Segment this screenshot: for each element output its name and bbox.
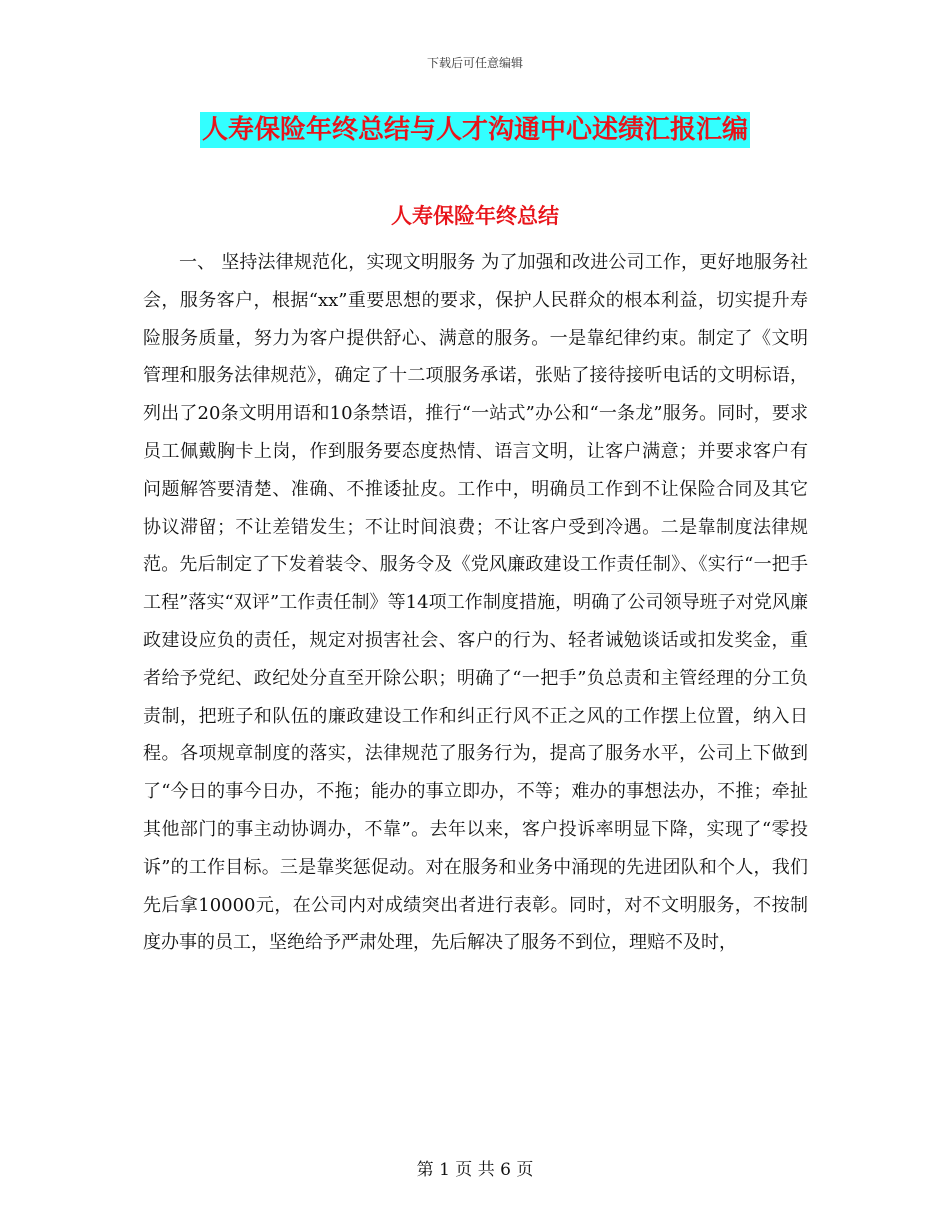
- document-title: 人寿保险年终总结与人才沟通中心述绩汇报汇编: [200, 112, 750, 148]
- header-note: 下载后可任意编辑: [426, 56, 523, 70]
- section-title: 人寿保险年终总结: [391, 203, 559, 228]
- body-paragraph: 一、 坚持法律规范化，实现文明服务 为了加强和改进公司工作，更好地服务社会，服务客户，根据“xx”重要思想的要求，保护人民群众的根本利益，切实提升寿险服务质量，努力为客户提供舒心、满意的服务。一是靠纪律约束。制定了《文明管理和服务法律规范》，确定了十二项服务承诺，张贴了接待接听电话的文明标语，列出了20条文明用语和10条禁语，推行“一站式”办公和“一条龙”服务。同时，要求员工佩戴胸卡上岗，作到服务要态度热情、语言文明，让客户满意；并要求客户有问题解答要清楚、准确、不推诿扯皮。工作中，明确员工作到不让保险合同及其它协议滞留；不让差错发生；不让时间浪费；不让客户受到冷遇。二是靠制度法律规范。先后制定了下发着装令、服务令及《党风廉政建设工作责任制》、《实行“一把手工程”落实“双评”工作责任制》等14项工作制度措施，明确了公司领导班子对党风廉政建设应负的责任，规定对损害社会、客户的行为、轻者诫勉谈话或扣发奖金，重者给予党纪、政纪处分直至开除公职；明确了“一把手”负总责和主管经理的分工负责制，把班子和队伍的廉政建设工作和纠正行风不正之风的工作摆上位置，纳入日程。各项规章制度的落实，法律规范了服务行为，提高了服务水平，公司上下做到了“今日的事今日办，不拖；能办的事立即办，不等；难办的事想法办，不推；牵扯其他部门的事主动协调办，不靠”。去年以来，客户投诉率明显下降，实现了“零投诉”的工作目标。三是靠奖惩促动。对在服务和业务中涌现的先进团队和个人，我们先后拿10000元，在公司内对成绩突出者进行表彰。同时，对不文明服务，不按制度办事的员工，坚绝给予严肃处理，先后解决了服务不到位，理赔不及时，: [143, 252, 808, 954]
- document-title-container: [0, 112, 950, 148]
- page-number: 第 1 页 共 6 页: [416, 1160, 534, 1180]
